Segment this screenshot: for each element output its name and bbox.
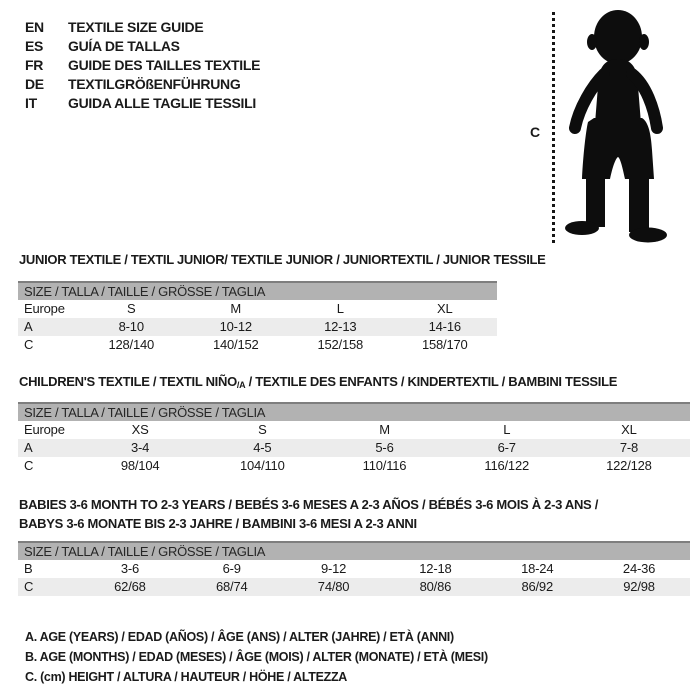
- table-row-europe: [18, 421, 690, 439]
- table-cell: 4-5: [253, 440, 272, 455]
- table-cell: 104/110: [239, 458, 285, 473]
- row-label: Europe: [24, 422, 65, 437]
- table-cell: 68/74: [215, 579, 248, 594]
- table-cell: XS: [131, 422, 149, 437]
- language-code: DE: [25, 76, 44, 92]
- row-label: Europe: [24, 301, 65, 316]
- size-table-children: [18, 402, 690, 475]
- language-label: GUIDA ALLE TAGLIE TESSILI: [68, 95, 256, 111]
- row-label: C: [24, 458, 34, 473]
- table-header-row: SIZE / TALLA / TAILLE / GRÖSSE / TAGLIA: [18, 281, 497, 300]
- language-code: FR: [25, 57, 44, 73]
- table-cell: 6-9: [222, 561, 241, 576]
- table-cell: 74/80: [317, 579, 350, 594]
- section-title-babies: [19, 495, 598, 533]
- table-cell: 80/86: [419, 579, 452, 594]
- table-cell: 8-10: [118, 319, 144, 334]
- table-row-months-b: [18, 560, 690, 578]
- row-label: C: [24, 337, 34, 352]
- size-table-babies: [18, 541, 690, 596]
- section-title-children: [19, 374, 617, 390]
- table-cell: L: [336, 301, 344, 316]
- table-row-height-c: [18, 457, 690, 475]
- table-cell: 158/170: [421, 337, 468, 352]
- legend-line-c: C. (cm) HEIGHT / ALTURA / HAUTEUR / HÖHE / ALTEZZA: [25, 670, 348, 684]
- table-row-age-a: [18, 439, 690, 457]
- table-cell: 116/122: [484, 458, 530, 473]
- table-cell: S: [258, 422, 267, 437]
- table-cell: 128/140: [108, 337, 155, 352]
- table-cell: 12-13: [324, 319, 357, 334]
- language-label: TEXTILE SIZE GUIDE: [68, 19, 204, 35]
- row-label: C: [24, 579, 34, 594]
- baby-silhouette-icon: [564, 8, 668, 244]
- table-cell: 92/98: [623, 579, 655, 594]
- table-cell: 14-16: [428, 319, 461, 334]
- table-cell: 86/92: [521, 579, 553, 594]
- table-cell: S: [127, 301, 136, 316]
- title-subscript: /A: [236, 380, 246, 390]
- title-text: CHILDREN'S TEXTILE / TEXTIL NIÑO: [19, 374, 237, 389]
- row-label: B: [24, 561, 33, 576]
- table-cell: 10-12: [219, 319, 252, 334]
- table-row-europe: [18, 300, 497, 318]
- language-label: GUIDE DES TAILLES TEXTILE: [68, 57, 261, 73]
- table-row-age-a: [18, 318, 497, 336]
- table-cell: 152/158: [317, 337, 364, 352]
- table-cell: 3-6: [120, 561, 140, 576]
- table-cell: 98/104: [120, 458, 160, 473]
- language-label: TEXTILGRÖßENFÜHRUNG: [68, 76, 241, 92]
- table-cell: XL: [436, 301, 453, 316]
- table-cell: 140/152: [212, 337, 259, 352]
- table-row-height-c: [18, 336, 497, 354]
- title-line-1: BABIES 3-6 MONTH TO 2-3 YEARS / BEBÉS 3-6 MESES A 2-3 AÑOS / BÉBÉS 3-6 MOIS À 2-3 ANS /: [19, 497, 599, 512]
- table-cell: L: [503, 422, 511, 437]
- language-label: GUÍA DE TALLAS: [68, 38, 180, 54]
- table-cell: M: [230, 301, 242, 316]
- table-cell: 24-36: [622, 561, 656, 576]
- table-cell: 12-18: [419, 561, 452, 576]
- table-cell: 9-12: [320, 561, 347, 576]
- language-code: EN: [25, 19, 44, 35]
- section-title-junior: JUNIOR TEXTILE / TEXTIL JUNIOR/ TEXTILE JUNIOR / JUNIORTEXTIL / JUNIOR TESSILE: [19, 252, 546, 267]
- table-cell: 122/128: [606, 458, 652, 473]
- table-cell: 18-24: [521, 561, 554, 576]
- title-line-2: BABYS 3-6 MONATE BIS 2-3 JAHRE / BAMBINI 3-6 MESI A 2-3 ANNI: [19, 516, 417, 531]
- language-item-it: [25, 94, 260, 113]
- language-list: [25, 18, 260, 113]
- height-measure-dotted-line: [552, 12, 555, 243]
- language-item-de: [25, 75, 260, 94]
- table-cell: 110/116: [362, 458, 407, 473]
- table-header-row: SIZE / TALLA / TAILLE / GRÖSSE / TAGLIA: [18, 541, 690, 560]
- language-code: ES: [25, 38, 44, 54]
- row-label: A: [24, 319, 33, 334]
- language-item-es: [25, 37, 260, 56]
- title-text: / TEXTILE DES ENFANTS / KINDERTEXTIL / BAMBINI TESSILE: [245, 374, 618, 389]
- legend: [25, 627, 488, 687]
- legend-line-a: A. AGE (YEARS) / EDAD (AÑOS) / ÂGE (ANS) / ALTER (JAHRE) / ETÀ (ANNI): [25, 630, 454, 644]
- table-row-height-c: [18, 578, 690, 596]
- table-cell: XL: [621, 422, 637, 437]
- table-cell: 3-4: [131, 440, 150, 455]
- legend-line-b: B. AGE (MONTHS) / EDAD (MESES) / ÂGE (MOIS) / ALTER (MONATE) / ETÀ (MESI): [25, 650, 488, 664]
- language-item-en: [25, 18, 260, 37]
- table-cell: 7-8: [619, 440, 639, 455]
- table-cell: 5-6: [375, 440, 394, 455]
- language-code: IT: [25, 95, 37, 111]
- language-item-fr: [25, 56, 260, 75]
- table-header-row: SIZE / TALLA / TAILLE / GRÖSSE / TAGLIA: [18, 402, 690, 421]
- size-table-junior: [18, 281, 497, 354]
- row-label: A: [24, 440, 33, 455]
- table-cell: M: [379, 422, 390, 437]
- measure-label-c: C: [530, 124, 541, 140]
- table-cell: 6-7: [497, 440, 516, 455]
- table-cell: 62/68: [114, 579, 146, 594]
